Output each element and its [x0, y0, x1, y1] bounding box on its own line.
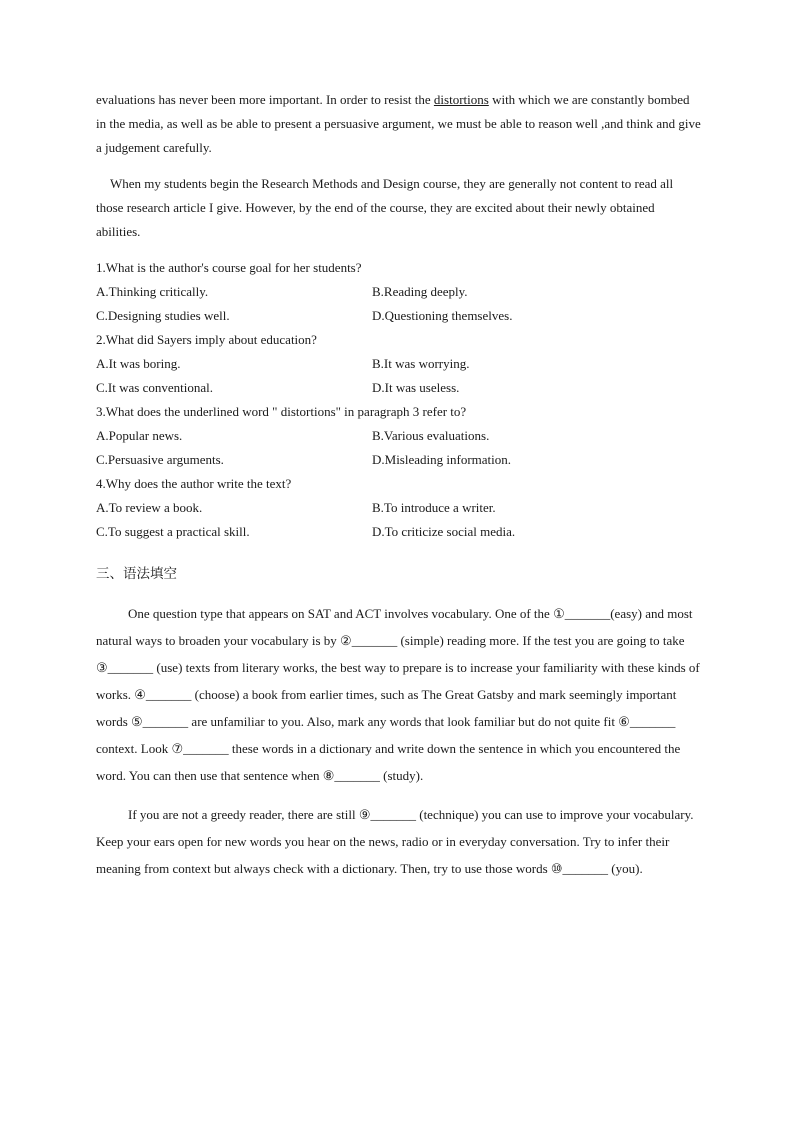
option-d: D.It was useless. — [372, 380, 460, 395]
option-a: A.It was boring. — [96, 356, 181, 371]
option-b: B.Reading deeply. — [372, 284, 468, 299]
underlined-word-distortions: distortions — [433, 92, 489, 107]
option-b: B.Various evaluations. — [372, 428, 490, 443]
passage-paragraph-course: When my students begin the Research Methods and Design course, they are generally not content to read all those research article I give. However, by the end of the course, they are excited about their newly obtained abilities. — [96, 176, 674, 239]
option-c: C.To suggest a practical skill. — [96, 524, 250, 539]
option-b: B.To introduce a writer. — [372, 500, 496, 515]
question-stem: 2.What did Sayers imply about education? — [96, 332, 317, 347]
grammar-paragraph-2: If you are not a greedy reader, there are still ⑨_______ (technique) you can use to improve your vocabulary. Keep your ears open for new words you hear on the news, radio or in everyday conversation. Try to infer their meaning from context but always check with a dictionary. Then, try to use those words ⑩_______ (you). — [96, 807, 694, 876]
question-stem: 1.What is the author's course goal for her students? — [96, 260, 362, 275]
option-b: B.It was worrying. — [372, 356, 470, 371]
option-a: A.Popular news. — [96, 428, 183, 443]
document-page — [96, 88, 702, 882]
question-2 — [96, 328, 702, 400]
option-c: C.Designing studies well. — [96, 308, 230, 323]
question-3 — [96, 400, 702, 472]
question-stem: 4.Why does the author write the text? — [96, 476, 292, 491]
question-1 — [96, 256, 702, 328]
option-d: D.Misleading information. — [372, 452, 512, 467]
passage-text: with which we are constantly bombed in the media, as well as be able to present a persuasive argument, we must be able to reason well ,and think and give a judgement carefully. — [96, 92, 701, 155]
option-c: C.It was conventional. — [96, 380, 213, 395]
option-a: A.Thinking critically. — [96, 284, 209, 299]
passage-paragraph-evaluations — [96, 88, 702, 160]
option-d: D.To criticize social media. — [372, 524, 516, 539]
option-d: D.Questioning themselves. — [372, 308, 513, 323]
grammar-paragraph-1: One question type that appears on SAT and ACT involves vocabulary. One of the ①_______(easy) and most natural ways to broaden your vocabulary is by ②_______ (simple) reading more. If the test you are going to take ③_______ (use) texts from literary works, the best way to prepare is to increase your familiarity with these kinds of works. ④_______ (choose) a book from earlier times, such as The Great Gatsby and mark seemingly important words ⑤_______ are unfamiliar to you. Also, mark any words that look familiar but do not quite fit ⑥_______ context. Look ⑦_______ these words in a dictionary and write down the sentence in which you encountered the word. You can then use that sentence when ⑧_______ (study). — [96, 606, 700, 783]
question-stem: 3.What does the underlined word " distortions" in paragraph 3 refer to? — [96, 404, 467, 419]
question-4 — [96, 472, 702, 544]
option-c: C.Persuasive arguments. — [96, 452, 224, 467]
passage-text: evaluations has never been more important. In order to resist the — [96, 92, 434, 107]
section-title-grammar: 三、语法填空 — [96, 566, 177, 582]
option-a: A.To review a book. — [96, 500, 203, 515]
